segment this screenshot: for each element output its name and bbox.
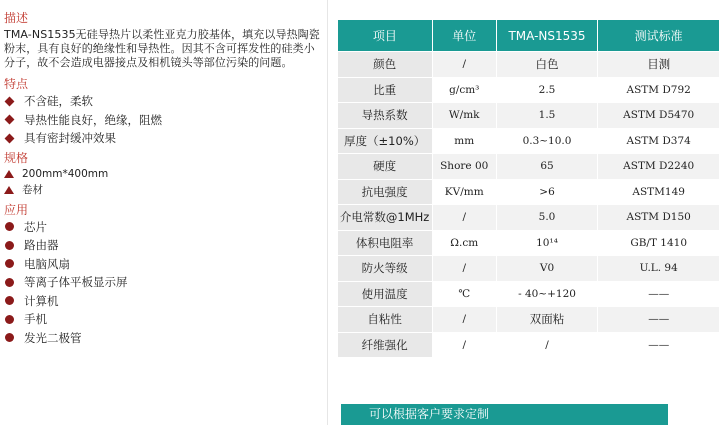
- table-row: [338, 103, 720, 129]
- list-item: [4, 273, 322, 292]
- application-text: 发光二极管: [24, 330, 82, 345]
- application-text: 路由器: [24, 238, 59, 252]
- unit-cell: Ω.cm: [432, 230, 496, 256]
- header-item: 项目: [338, 20, 433, 52]
- table-row: [338, 307, 720, 333]
- triangle-bullet-icon: [4, 170, 22, 178]
- table-row: [338, 281, 720, 307]
- features-title: 特点: [4, 77, 29, 91]
- value-cell: 0.3~10.0: [496, 128, 598, 154]
- value-cell: 5.0: [496, 205, 598, 231]
- standard-cell: GB/T 1410: [598, 230, 720, 256]
- table-row: [338, 52, 720, 78]
- description-title: 描述: [4, 11, 29, 25]
- property-cell: 介电常数@1MHz: [338, 205, 433, 231]
- list-item: [4, 236, 322, 255]
- table-row: [338, 230, 720, 256]
- list-item: [4, 111, 322, 130]
- unit-cell: KV/mm: [432, 179, 496, 205]
- property-cell: 厚度（±10%）: [338, 128, 433, 154]
- column-divider: [327, 0, 328, 425]
- property-cell: 防火等级: [338, 256, 433, 282]
- unit-cell: W/mk: [432, 103, 496, 129]
- application-text: 计算机: [24, 293, 59, 308]
- value-cell: V0: [496, 256, 598, 282]
- list-item: [4, 255, 322, 274]
- value-cell: 双面粘: [496, 307, 598, 333]
- unit-cell: ℃: [432, 281, 496, 307]
- standard-cell: 目测: [598, 52, 720, 78]
- table-row: [338, 205, 720, 231]
- feature-text: 导热性能良好，绝缘，阻燃: [24, 112, 162, 127]
- header-unit: 单位: [432, 20, 496, 52]
- table-header-row: [338, 20, 720, 52]
- feature-text: 不含硅，柔软: [24, 94, 93, 108]
- application-text: 芯片: [24, 219, 47, 234]
- table-row: [338, 179, 720, 205]
- table-row: [338, 77, 720, 103]
- value-cell: >6: [496, 179, 598, 205]
- application-text: 手机: [24, 312, 47, 326]
- table-row: [338, 332, 720, 358]
- unit-cell: mm: [432, 128, 496, 154]
- header-standard: 测试标准: [598, 20, 720, 52]
- description-text: TMA-NS1535无硅导热片以柔性亚克力胶基体，填充以导热陶瓷粉末，具有良好的绝缘性和导热性。因其不含可挥发性的硅类小分子，故不会造成电器接点及相机镜头等部位污染的问题。: [4, 28, 320, 69]
- standard-cell: ASTM149: [598, 179, 720, 205]
- product-info-panel: [4, 10, 322, 347]
- standard-cell: ASTM D374: [598, 128, 720, 154]
- unit-cell: g/cm³: [432, 77, 496, 103]
- property-cell: 比重: [338, 77, 433, 103]
- diamond-bullet-icon: [4, 116, 24, 123]
- circle-bullet-icon: [4, 222, 24, 231]
- property-cell: 导热系数: [338, 103, 433, 129]
- standard-cell: ——: [598, 281, 720, 307]
- value-cell: 65: [496, 154, 598, 180]
- value-cell: 白色: [496, 52, 598, 78]
- value-cell: - 40~+120: [496, 281, 598, 307]
- features-list: [4, 92, 322, 148]
- property-cell: 硬度: [338, 154, 433, 180]
- value-cell: 2.5: [496, 77, 598, 103]
- application-text: 电脑风扇: [24, 256, 70, 271]
- unit-cell: Shore 00: [432, 154, 496, 180]
- header-model: TMA-NS1535: [496, 20, 598, 52]
- specs-list: [4, 166, 322, 198]
- spec-table: [337, 19, 720, 358]
- list-item: [4, 129, 322, 148]
- standard-cell: ASTM D150: [598, 205, 720, 231]
- diamond-bullet-icon: [4, 98, 24, 105]
- list-item: [4, 218, 322, 237]
- table-row: [338, 256, 720, 282]
- circle-bullet-icon: [4, 296, 24, 305]
- specs-title: 规格: [4, 150, 29, 165]
- property-cell: 体积电阻率: [338, 230, 433, 256]
- circle-bullet-icon: [4, 333, 24, 342]
- standard-cell: ASTM D792: [598, 77, 720, 103]
- application-text: 等离子体平板显示屏: [24, 275, 128, 289]
- circle-bullet-icon: [4, 278, 24, 287]
- table-row: [338, 128, 720, 154]
- spec-text: 200mm*400mm: [22, 167, 109, 180]
- applications-title: 应用: [4, 202, 29, 217]
- property-cell: 纤维强化: [338, 332, 433, 358]
- standard-cell: ——: [598, 307, 720, 333]
- list-item: [4, 166, 322, 182]
- circle-bullet-icon: [4, 259, 24, 268]
- standard-cell: ASTM D5470: [598, 103, 720, 129]
- value-cell: /: [496, 332, 598, 358]
- standard-cell: U.L. 94: [598, 256, 720, 282]
- applications-list: [4, 218, 322, 348]
- feature-text: 具有密封缓冲效果: [24, 131, 116, 145]
- diamond-bullet-icon: [4, 135, 24, 142]
- unit-cell: /: [432, 332, 496, 358]
- standard-cell: ——: [598, 332, 720, 358]
- list-item: [4, 92, 322, 111]
- unit-cell: /: [432, 205, 496, 231]
- spec-text: 卷材: [22, 183, 43, 196]
- triangle-bullet-icon: [4, 186, 22, 194]
- value-cell: 1.5: [496, 103, 598, 129]
- list-item: [4, 310, 322, 329]
- list-item: [4, 292, 322, 311]
- list-item: [4, 182, 322, 198]
- list-item: [4, 329, 322, 348]
- customization-banner: 可以根据客户要求定制: [341, 404, 668, 425]
- circle-bullet-icon: [4, 315, 24, 324]
- circle-bullet-icon: [4, 241, 24, 250]
- table-row: [338, 154, 720, 180]
- value-cell: 10¹⁴: [496, 230, 598, 256]
- property-cell: 抗电强度: [338, 179, 433, 205]
- property-cell: 使用温度: [338, 281, 433, 307]
- unit-cell: /: [432, 52, 496, 78]
- unit-cell: /: [432, 256, 496, 282]
- property-cell: 颜色: [338, 52, 433, 78]
- unit-cell: /: [432, 307, 496, 333]
- standard-cell: ASTM D2240: [598, 154, 720, 180]
- property-cell: 自粘性: [338, 307, 433, 333]
